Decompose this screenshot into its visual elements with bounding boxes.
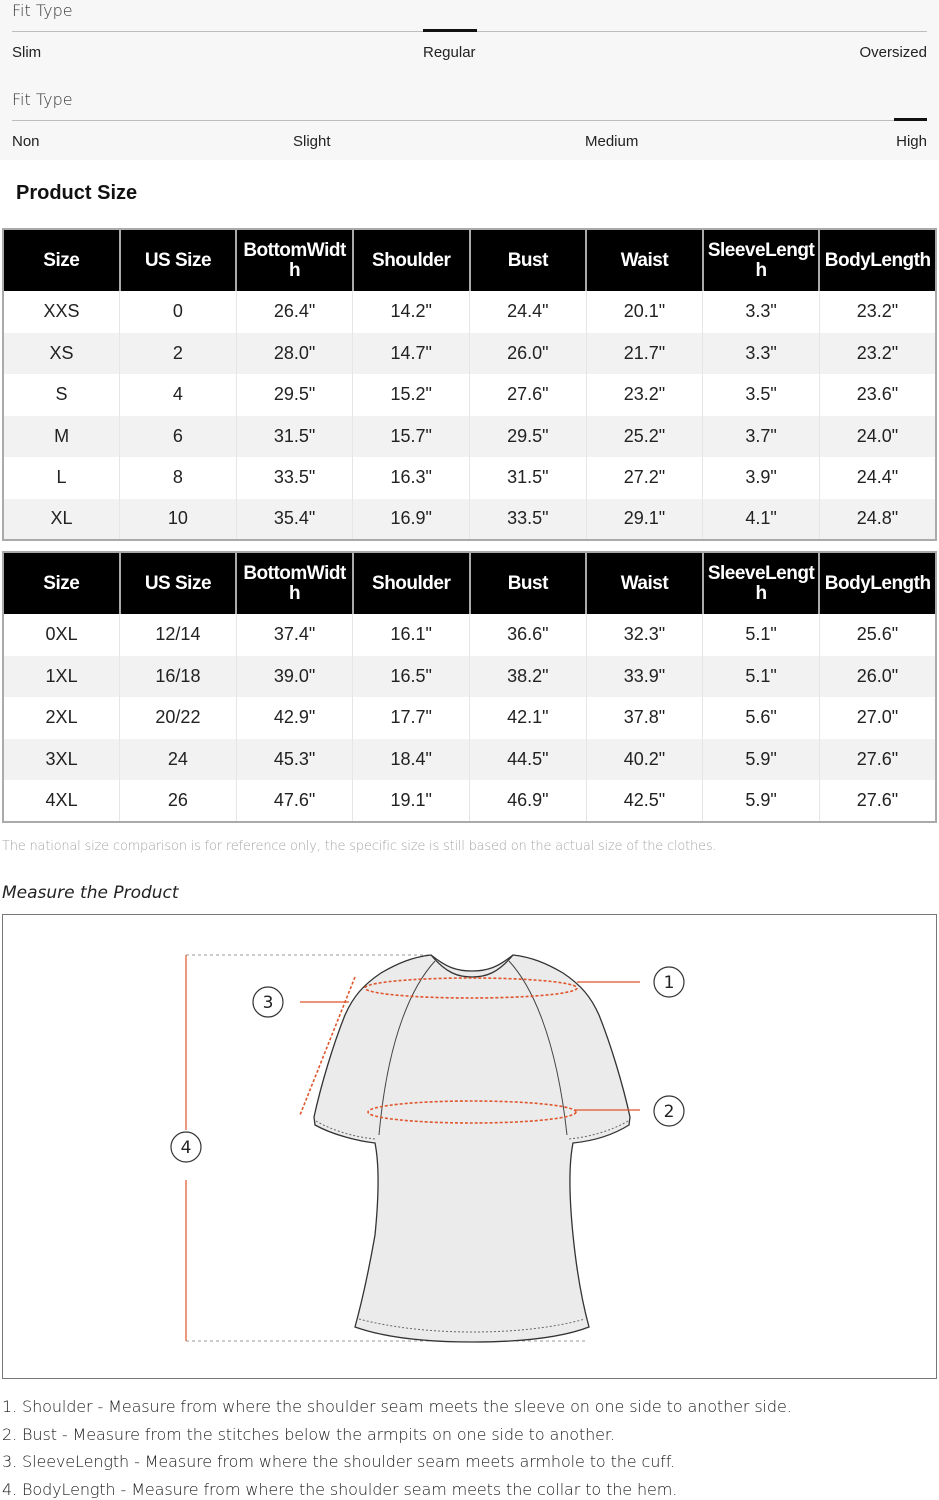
- table-cell: 5.1": [703, 656, 820, 698]
- table-cell: 24.0": [819, 416, 936, 458]
- table-cell: 29.5": [236, 374, 353, 416]
- table-cell: 47.6": [236, 780, 353, 822]
- table-cell: 29.5": [470, 416, 587, 458]
- marker-1-label: 1: [663, 973, 675, 993]
- table-cell: 5.9": [703, 780, 820, 822]
- table-cell: 17.7": [353, 697, 470, 739]
- table-row: [3, 457, 936, 499]
- table-row: [3, 416, 936, 458]
- instruction-sleeve-length: 3. SleeveLength - Measure from where the shoulder seam meets armhole to the cuff.: [2, 1452, 676, 1472]
- tshirt-diagram: [3, 915, 938, 1380]
- marker-4-label: 4: [180, 1138, 192, 1158]
- instruction-body-length: 4. BodyLength - Measure from where the shoulder seam meets the collar to the hem.: [2, 1480, 678, 1500]
- table-cell: 32.3": [586, 614, 703, 656]
- table-cell: 19.1": [353, 780, 470, 822]
- table-cell: M: [3, 416, 120, 458]
- size-table-regular: [2, 228, 937, 541]
- table-cell: 25.2": [586, 416, 703, 458]
- table-cell: 16/18: [120, 656, 237, 698]
- fit-option-non: Non: [12, 133, 40, 150]
- table-cell: 44.5": [470, 739, 587, 781]
- table-cell: 0XL: [3, 614, 120, 656]
- table-cell: 33.5": [236, 457, 353, 499]
- fit-option-medium: Medium: [585, 133, 639, 150]
- table-cell: 2XL: [3, 697, 120, 739]
- table-cell: 26.0": [470, 333, 587, 375]
- table-row: [3, 499, 936, 541]
- table-cell: 24.4": [470, 291, 587, 333]
- column-header-sleeve-length: SleeveLength: [703, 552, 820, 614]
- product-size-title: Product Size: [16, 182, 138, 204]
- table-cell: 29.1": [586, 499, 703, 541]
- table-cell: 38.2": [470, 656, 587, 698]
- table-cell: 3.5": [703, 374, 820, 416]
- table-cell: 20.1": [586, 291, 703, 333]
- table-cell: 26.0": [819, 656, 936, 698]
- fit-type-scale-1: [0, 0, 939, 72]
- table-cell: 3.9": [703, 457, 820, 499]
- table-cell: 15.7": [353, 416, 470, 458]
- table-cell: XXS: [3, 291, 120, 333]
- table-row: [3, 291, 936, 333]
- table-cell: 39.0": [236, 656, 353, 698]
- fit-scale-selected-marker: [423, 29, 477, 32]
- table-cell: XL: [3, 499, 120, 541]
- fit-type-label: Fit Type: [12, 90, 73, 109]
- fit-option-high: High: [896, 133, 927, 150]
- table-cell: 1XL: [3, 656, 120, 698]
- tshirt-outline: [314, 955, 630, 1342]
- table-cell: 20/22: [120, 697, 237, 739]
- table-cell: 45.3": [236, 739, 353, 781]
- table-cell: 42.1": [470, 697, 587, 739]
- table-cell: 27.6": [819, 780, 936, 822]
- instruction-shoulder: 1. Shoulder - Measure from where the shoulder seam meets the sleeve on one side to another side.: [2, 1397, 792, 1416]
- column-header-size: Size: [3, 229, 120, 291]
- column-header-us-size: US Size: [120, 229, 237, 291]
- table-cell: 16.3": [353, 457, 470, 499]
- table-cell: 6: [120, 416, 237, 458]
- table-cell: 24.8": [819, 499, 936, 541]
- table-cell: 31.5": [236, 416, 353, 458]
- column-header-waist: Waist: [586, 552, 703, 614]
- table-cell: 23.2": [819, 333, 936, 375]
- table-cell: 37.8": [586, 697, 703, 739]
- table-cell: 0: [120, 291, 237, 333]
- table-cell: 14.7": [353, 333, 470, 375]
- table-cell: 33.9": [586, 656, 703, 698]
- table-cell: S: [3, 374, 120, 416]
- table-cell: 5.6": [703, 697, 820, 739]
- table-cell: 28.0": [236, 333, 353, 375]
- table-cell: 4: [120, 374, 237, 416]
- table-header-row: [3, 552, 936, 614]
- table-cell: 27.0": [819, 697, 936, 739]
- column-header-us-size: US Size: [120, 552, 237, 614]
- table-row: [3, 656, 936, 698]
- table-cell: 42.5": [586, 780, 703, 822]
- size-reference-note: The national size comparison is for reference only, the specific size is still based on the actual size of the clothes.: [2, 839, 717, 854]
- fit-scale-track: [12, 120, 927, 121]
- table-cell: 24: [120, 739, 237, 781]
- table-cell: 25.6": [819, 614, 936, 656]
- table-cell: 27.6": [470, 374, 587, 416]
- table-cell: 31.5": [470, 457, 587, 499]
- table-cell: 3.3": [703, 291, 820, 333]
- marker-2-label: 2: [663, 1102, 675, 1122]
- column-header-waist: Waist: [586, 229, 703, 291]
- table-cell: L: [3, 457, 120, 499]
- marker-2: [654, 1096, 684, 1126]
- column-header-bust: Bust: [470, 552, 587, 614]
- fit-type-label: Fit Type: [12, 1, 73, 20]
- table-cell: 2: [120, 333, 237, 375]
- table-cell: 36.6": [470, 614, 587, 656]
- table-cell: 23.2": [819, 291, 936, 333]
- table-cell: 23.2": [586, 374, 703, 416]
- instruction-bust: 2. Bust - Measure from the stitches below the armpits on one side to another.: [2, 1424, 615, 1444]
- table-row: [3, 739, 936, 781]
- marker-4: [171, 1132, 201, 1162]
- marker-1: [654, 967, 684, 997]
- table-cell: 46.9": [470, 780, 587, 822]
- marker-3-label: 3: [262, 993, 274, 1013]
- column-header-body-length: BodyLength: [819, 552, 936, 614]
- column-header-bottom-width: BottomWidth: [236, 229, 353, 291]
- table-cell: 27.6": [819, 739, 936, 781]
- table-cell: 16.9": [353, 499, 470, 541]
- table-cell: XS: [3, 333, 120, 375]
- size-table-plus: [2, 551, 937, 823]
- table-row: [3, 333, 936, 375]
- column-header-sleeve-length: SleeveLength: [703, 229, 820, 291]
- table-cell: 16.1": [353, 614, 470, 656]
- table-cell: 15.2": [353, 374, 470, 416]
- table-cell: 23.6": [819, 374, 936, 416]
- table-cell: 3XL: [3, 739, 120, 781]
- table-cell: 5.9": [703, 739, 820, 781]
- table-cell: 4XL: [3, 780, 120, 822]
- measurement-diagram: [2, 914, 937, 1379]
- table-cell: 16.5": [353, 656, 470, 698]
- fit-option-slight: Slight: [293, 133, 331, 150]
- column-header-shoulder: Shoulder: [353, 552, 470, 614]
- fit-scale-selected-marker: [894, 118, 927, 121]
- fit-option-slim: Slim: [12, 44, 42, 61]
- table-cell: 27.2": [586, 457, 703, 499]
- table-header-row: [3, 229, 936, 291]
- table-cell: 3.3": [703, 333, 820, 375]
- table-cell: 4.1": [703, 499, 820, 541]
- table-cell: 26: [120, 780, 237, 822]
- table-cell: 8: [120, 457, 237, 499]
- table-cell: 18.4": [353, 739, 470, 781]
- column-header-size: Size: [3, 552, 120, 614]
- column-header-bust: Bust: [470, 229, 587, 291]
- table-cell: 35.4": [236, 499, 353, 541]
- table-cell: 3.7": [703, 416, 820, 458]
- table-cell: 26.4": [236, 291, 353, 333]
- column-header-body-length: BodyLength: [819, 229, 936, 291]
- table-cell: 12/14: [120, 614, 237, 656]
- table-row: [3, 780, 936, 822]
- column-header-bottom-width: BottomWidth: [236, 552, 353, 614]
- fit-option-regular: Regular: [423, 44, 476, 61]
- table-row: [3, 614, 936, 656]
- measure-title: Measure the Product: [2, 883, 179, 903]
- table-cell: 24.4": [819, 457, 936, 499]
- fit-option-oversized: Oversized: [859, 44, 927, 61]
- table-cell: 10: [120, 499, 237, 541]
- marker-3: [253, 987, 283, 1017]
- table-row: [3, 697, 936, 739]
- table-cell: 14.2": [353, 291, 470, 333]
- table-cell: 33.5": [470, 499, 587, 541]
- table-cell: 5.1": [703, 614, 820, 656]
- table-cell: 40.2": [586, 739, 703, 781]
- table-cell: 21.7": [586, 333, 703, 375]
- table-cell: 37.4": [236, 614, 353, 656]
- column-header-shoulder: Shoulder: [353, 229, 470, 291]
- measurement-instructions: [2, 1393, 937, 1500]
- table-row: [3, 374, 936, 416]
- fit-type-scale-2: [0, 72, 939, 160]
- table-cell: 42.9": [236, 697, 353, 739]
